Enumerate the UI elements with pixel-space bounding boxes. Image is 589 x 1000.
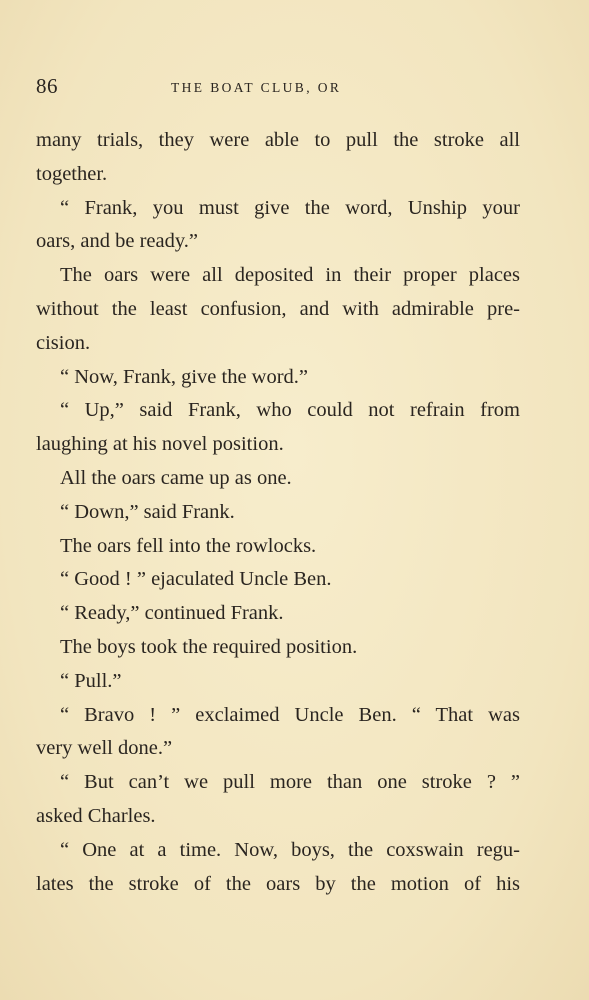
text-line: All the oars came up as one.: [60, 466, 292, 489]
text-line: laughing at his novel position.: [36, 433, 284, 456]
text-line: The oars fell into the rowlocks.: [60, 534, 317, 557]
text-line: “ Frank, you must give the word, Unship your: [60, 196, 520, 219]
text-line: many trials, they were able to pull the stroke all: [36, 129, 520, 151]
text-line: “ Ready,” continued Frank.: [60, 602, 284, 625]
text-line: The boys took the required position.: [60, 635, 358, 658]
text-line: without the least confusion, and with admirable pre-: [36, 297, 520, 320]
text-line: cision.: [36, 331, 91, 354]
text-line: “ Down,” said Frank.: [60, 500, 235, 523]
text-line: “ One at a time. Now, boys, the coxswain regu-: [60, 838, 520, 861]
text-line: very well done.”: [36, 737, 173, 760]
text-line: “ But can’t we pull more than one stroke ? ”: [60, 771, 520, 794]
page-text: [36, 124, 520, 901]
running-head: [36, 74, 556, 104]
text-line: “ Up,” said Frank, who could not refrain from: [60, 399, 520, 422]
text-line: “ Pull.”: [60, 669, 122, 692]
page-number: 86: [36, 74, 58, 98]
text-line: “ Good ! ” ejaculated Uncle Ben.: [60, 568, 332, 591]
text-line: The oars were all deposited in their proper places: [60, 264, 520, 287]
text-line: lates the stroke of the oars by the motion of his: [36, 872, 520, 895]
text-line: “ Bravo ! ” exclaimed Uncle Ben. “ That was: [60, 703, 520, 726]
text-line: oars, and be ready.”: [36, 230, 199, 253]
text-line: together.: [36, 162, 108, 185]
text-line: asked Charles.: [36, 804, 156, 827]
text-line: “ Now, Frank, give the word.”: [60, 365, 309, 388]
running-title: THE BOAT CLUB, OR: [171, 80, 342, 95]
